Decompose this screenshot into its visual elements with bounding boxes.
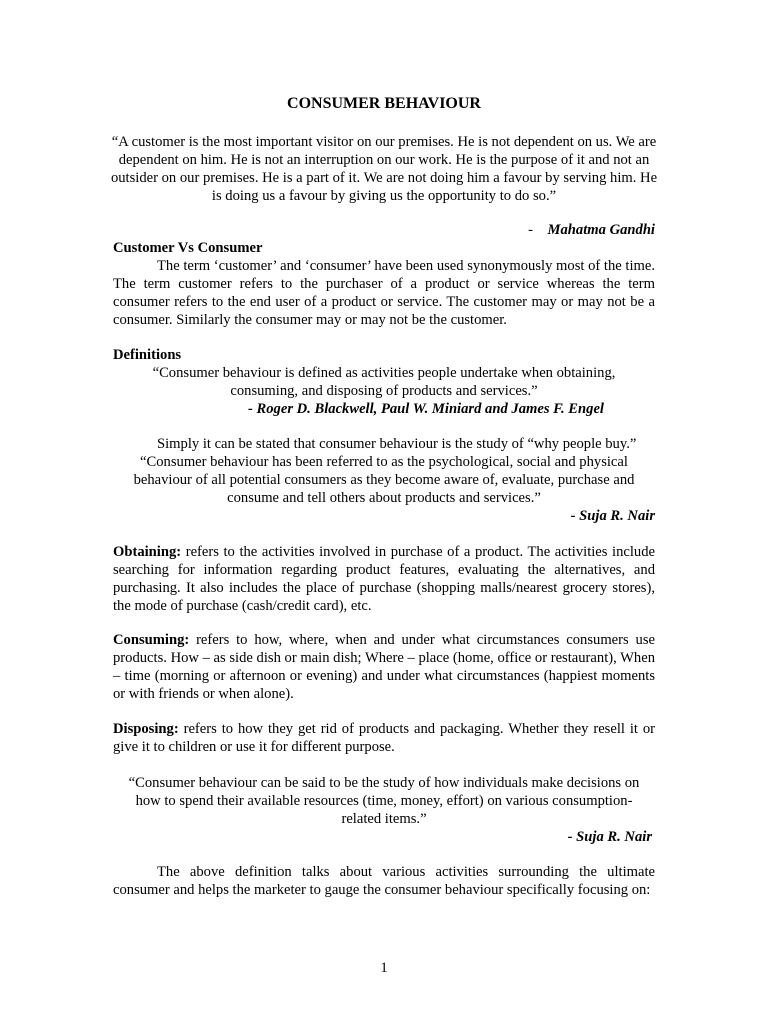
disposing-text: refers to how they get rid of products and packaging. Whether they resell it or give it to children or use it for different purpose.	[113, 721, 655, 755]
consuming-paragraph	[113, 631, 655, 703]
section-heading-customer-vs-consumer: Customer Vs Consumer	[113, 240, 263, 256]
section-heading-definitions: Definitions	[113, 347, 182, 363]
author-nair-2: - Suja R. Nair	[567, 829, 652, 845]
closing-paragraph: The above definition talks about various activities surrounding the ultimate consumer and helps the marketer to gauge the consumer behaviour specifically focusing on:	[113, 864, 655, 898]
gandhi-quote: “A customer is the most important visitor on our premises. He is not dependent on us. We are dependent on him. He is not an interruption on our work. He is the purpose of it and not an outsider on our premises. He is a part of it. We are not doing him a favour by serving him. He is doing us a favour by giving us the opportunity to do so.”	[110, 134, 658, 204]
disposing-paragraph	[113, 720, 655, 756]
definition-quote-blackwell: “Consumer behaviour is defined as activities people undertake when obtaining, consuming, and disposing of products and services.”	[152, 365, 616, 399]
definition-author-nair-2	[113, 828, 652, 846]
obtaining-text: refers to the activities involved in purchase of a product. The activities include searching for information regarding product features, evaluating the alternatives, and purchasing. It also includes the place of purchase (shopping malls/nearest grocery stores), the mode of purchase (cash/credit card), etc.	[113, 544, 655, 614]
gandhi-author: Mahatma Gandhi	[547, 222, 655, 238]
disposing-term: Disposing:	[113, 721, 179, 737]
customer-vs-consumer-paragraph: The term ‘customer’ and ‘consumer’ have been used synonymously most of the time. The term customer refers to the purchaser of a product or service whereas the term consumer refers to the end user of a product or service. The customer may or may not be a consumer. Similarly the consumer may or may not be the customer.	[113, 258, 655, 328]
gandhi-attribution	[113, 221, 655, 239]
page-title: CONSUMER BEHAVIOUR	[287, 95, 481, 112]
definition-author-blackwell	[248, 400, 628, 418]
obtaining-term: Obtaining:	[113, 544, 182, 560]
author-nair-1: - Suja R. Nair	[570, 508, 655, 524]
consuming-text: refers to how, where, when and under what circumstances consumers use products. How – as side dish or main dish; Where – place (home, office or restaurant), When – time (morning or afternoon or evening) and under what circumstances (happiest moments or with friends or when alone).	[113, 632, 655, 702]
definition-quote-nair-1: “Consumer behaviour has been referred to as the psychological, social and physical behaviour of all potential consumers as they become aware of, evaluate, purchase and consume and tell others about products and services.”	[133, 454, 635, 506]
obtaining-paragraph	[113, 543, 655, 615]
attribution-dash: -	[528, 222, 533, 238]
definition-author-nair-1	[113, 507, 655, 525]
definition-quote-nair-2: “Consumer behaviour can be said to be the study of how individuals make decisions on how to spend their available resources (time, money, effort) on various consumption-related items.”	[128, 775, 640, 827]
author-blackwell: - Roger D. Blackwell, Paul W. Miniard and James F. Engel	[248, 401, 604, 417]
consuming-term: Consuming:	[113, 632, 190, 648]
page-number: 1	[380, 960, 388, 976]
simply-paragraph: Simply it can be stated that consumer behaviour is the study of “why people buy.”	[157, 436, 637, 452]
